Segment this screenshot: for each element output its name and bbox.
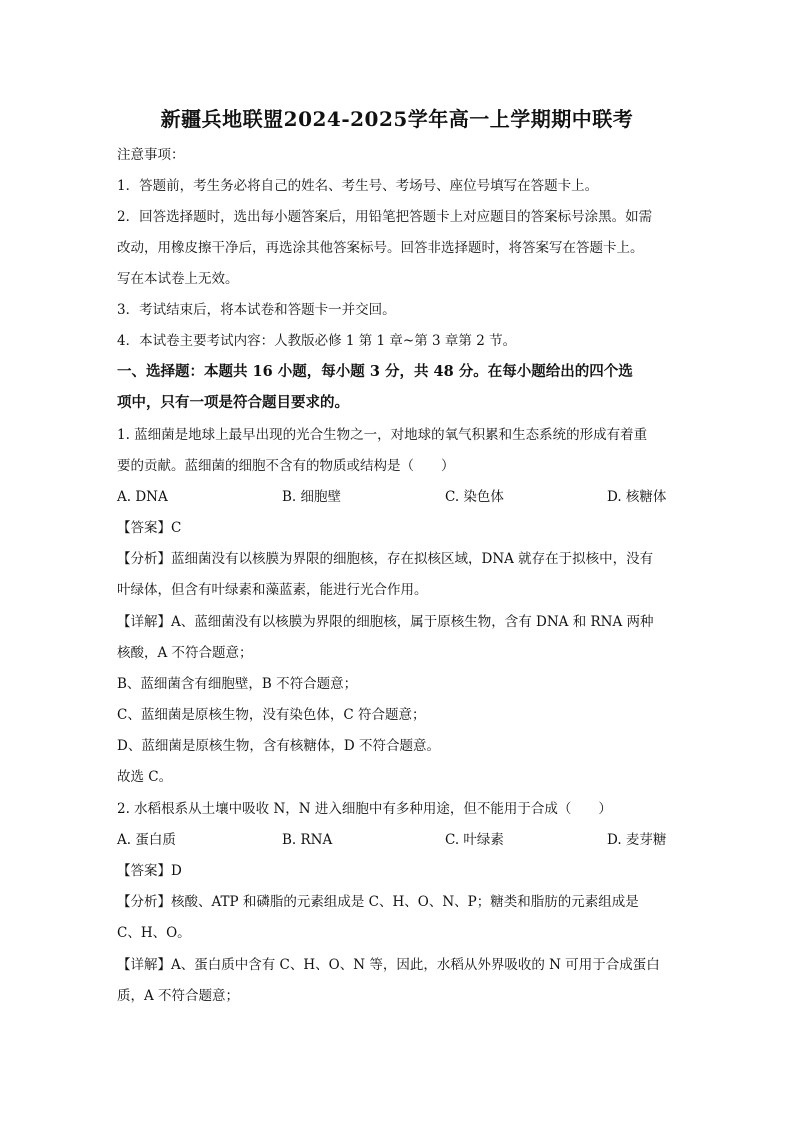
question-stem: 2. 水稻根系从土壤中吸收 N，N 进入细胞中有多种用途，但不能用于合成（ ） [117,801,612,817]
analysis: C、H、O。 [117,925,191,941]
option-b: B. 细胞壁 [282,489,342,505]
notice-item: 4．本试卷主要考试内容：人教版必修 1 第 1 章~第 3 章第 2 节。 [117,333,517,349]
option-a: A. 蛋白质 [117,832,176,848]
detail: 核酸，A 不符合题意； [117,645,253,661]
option-c: C. 叶绿素 [445,832,504,848]
section-heading: 一、选择题：本题共 16 小题，每小题 3 分，共 48 分。在每小题给出的四个选 [117,363,633,380]
section-heading: 项中，只有一项是符合题目要求的。 [117,394,349,411]
option-c: C. 染色体 [445,489,504,505]
notice-item: 2．回答选择题时，选出每小题答案后，用铅笔把答题卡上对应题目的答案标号涂黑。如需 [117,209,653,225]
detail: 【详解】A、蛋白质中含有 C、H、O、N 等，因此，水稻从外界吸收的 N 可用于合成蛋白 [117,957,660,973]
answer: 【答案】C [117,520,182,536]
notice-item: 3．考试结束后，将本试卷和答题卡一并交回。 [117,302,396,318]
option-d: D. 核糖体 [607,489,667,505]
page-title: 新疆兵地联盟2024-2025学年高一上学期期中联考 [160,107,634,131]
notice-item: 改动，用橡皮擦干净后，再选涂其他答案标号。回答非选择题时，将答案写在答题卡上。 [117,240,644,256]
detail: 【详解】A、蓝细菌没有以核膜为界限的细胞核，属于原核生物，含有 DNA 和 RNA 两种 [117,614,654,630]
option-a: A. DNA [117,489,168,505]
detail: D、蓝细菌是原核生物，含有核糖体，D 不符合题意。 [117,738,440,754]
conclusion: 故选 C。 [117,769,173,785]
notice-heading: 注意事项： [117,147,185,163]
option-d: D. 麦芽糖 [607,832,667,848]
analysis: 【分析】蓝细菌没有以核膜为界限的细胞核，存在拟核区域，DNA 就存在于拟核中，没有 [117,551,654,567]
notice-item: 1．答题前，考生务必将自己的姓名、考生号、考场号、座位号填写在答题卡上。 [117,178,599,194]
question-stem: 要的贡献。蓝细菌的细胞不含有的物质或结构是（ ） [117,458,455,474]
detail: C、蓝细菌是原核生物，没有染色体，C 符合题意； [117,707,426,723]
question-stem: 1. 蓝细菌是地球上最早出现的光合生物之一，对地球的氧气积累和生态系统的形成有着重 [117,427,648,443]
detail: 质，A 不符合题意； [117,988,240,1004]
answer: 【答案】D [117,863,182,879]
analysis: 叶绿体，但含有叶绿素和藻蓝素，能进行光合作用。 [117,582,428,598]
option-b: B. RNA [282,832,333,848]
notice-item: 写在本试卷上无效。 [117,271,239,287]
detail: B、蓝细菌含有细胞壁，B 不符合题意； [117,676,358,692]
analysis: 【分析】核酸、ATP 和磷脂的元素组成是 C、H、O、N、P；糖类和脂肪的元素组成是 [117,894,639,910]
